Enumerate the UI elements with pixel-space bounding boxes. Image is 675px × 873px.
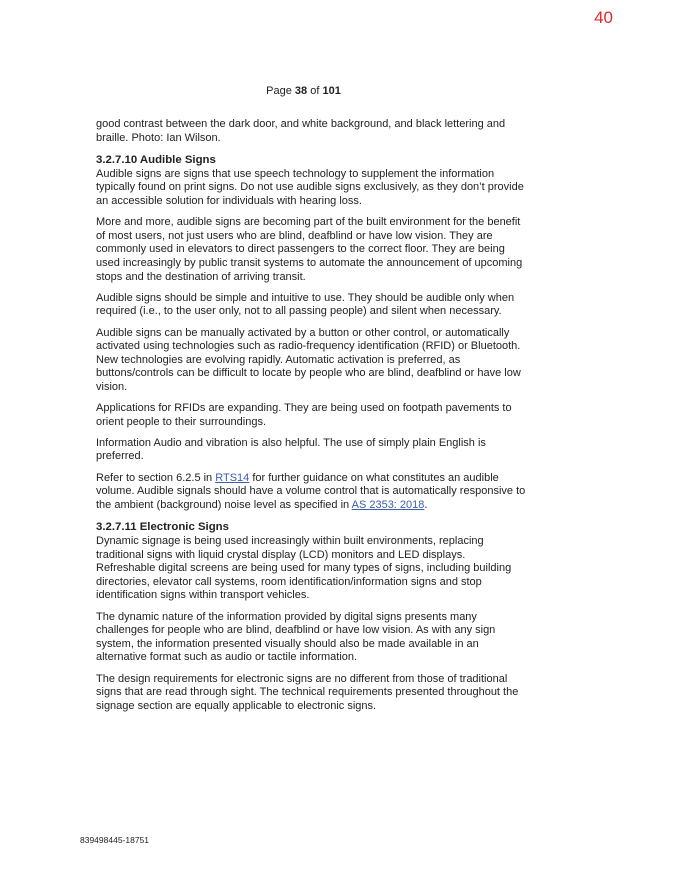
paragraph-with-links [96,472,526,513]
paragraph: Audible signs are signs that use speech technology to supplement the information typically found on print signs. Do not use audible signs exclusively, as they don’t provide an accessible solution for individuals with hearing loss. [96,167,524,207]
as2353-link[interactable]: AS 2353: 2018 [351,498,425,511]
corner-page-number: 40 [594,8,613,27]
page-of: of [307,85,323,97]
text-run: . [424,498,428,511]
intro-paragraph: good contrast between the dark door, and white background, and black lettering and braille. Photo: Ian Wilson. [96,118,506,144]
paragraph: The dynamic nature of the information provided by digital signs presents many challenges for people who are blind, deafblind or have low vision. As with any sign system, the information presented visually should also be made available in an alternative format such as audio or tactile information. [96,610,496,664]
text-run: Refer to section 6.2.5 in [96,471,216,484]
paragraph: More and more, audible signs are becoming part of the built environment for the benefit of most users, not just users who are blind, deafblind or have low vision. They are commonly used in elevators to direct passengers to the correct floor. They are being used increasingly by public transit systems to automate the announcement of upcoming stops and the destination of arriving transit. [96,216,523,283]
rts14-link[interactable]: RTS14 [215,471,250,484]
paragraph: The design requirements for electronic signs are no different from those of traditional signs that are read through sight. The technical requirements presented throughout the signage section are equally applicable to electronic signs. [96,672,519,712]
paragraph: Dynamic signage is being used increasingly within built environments, replacing traditional signs with liquid crystal display (LCD) monitors and LED displays. Refreshable digital screens are being used for many types of signs, including building directories, elevator call systems, room identification/information signs and stop identification signs within transport vehicles. [96,535,512,602]
paragraph: Information Audio and vibration is also helpful. The use of simply plain English is preferred. [96,436,486,463]
section-heading-audible-signs: 3.2.7.10 Audible Signs [96,153,216,166]
document-id: 839498445-18751 [80,835,150,845]
page-total: 101 [322,85,341,97]
paragraph: Audible signs should be simple and intuitive to use. They should be audible only when required (i.e., to the user only, not to all passing people) and silent when necessary. [96,291,515,318]
paragraph: Audible signs can be manually activated by a button or other control, or automatically activated using technologies such as radio-frequency identification (RFID) or Bluetooth. New technologies are evolving rapidly. Automatic activation is preferred, as buttons/controls can be difficult to locate by people who are blind, deafblind or have low vision. [96,326,521,393]
document-body [96,118,526,721]
paragraph: Applications for RFIDs are expanding. They are being used on footpath pavements to orient people to their surroundings. [96,402,512,428]
page-current: 38 [294,85,308,97]
section-heading-electronic-signs: 3.2.7.11 Electronic Signs [96,521,229,533]
page-indicator [0,85,607,97]
text-run: for further guidance on what constitutes an audible volume. Audible signals should have a volume control that is automatically responsive to the ambient (background) noise level as specified in [96,471,526,511]
page-prefix: Page [266,85,295,97]
